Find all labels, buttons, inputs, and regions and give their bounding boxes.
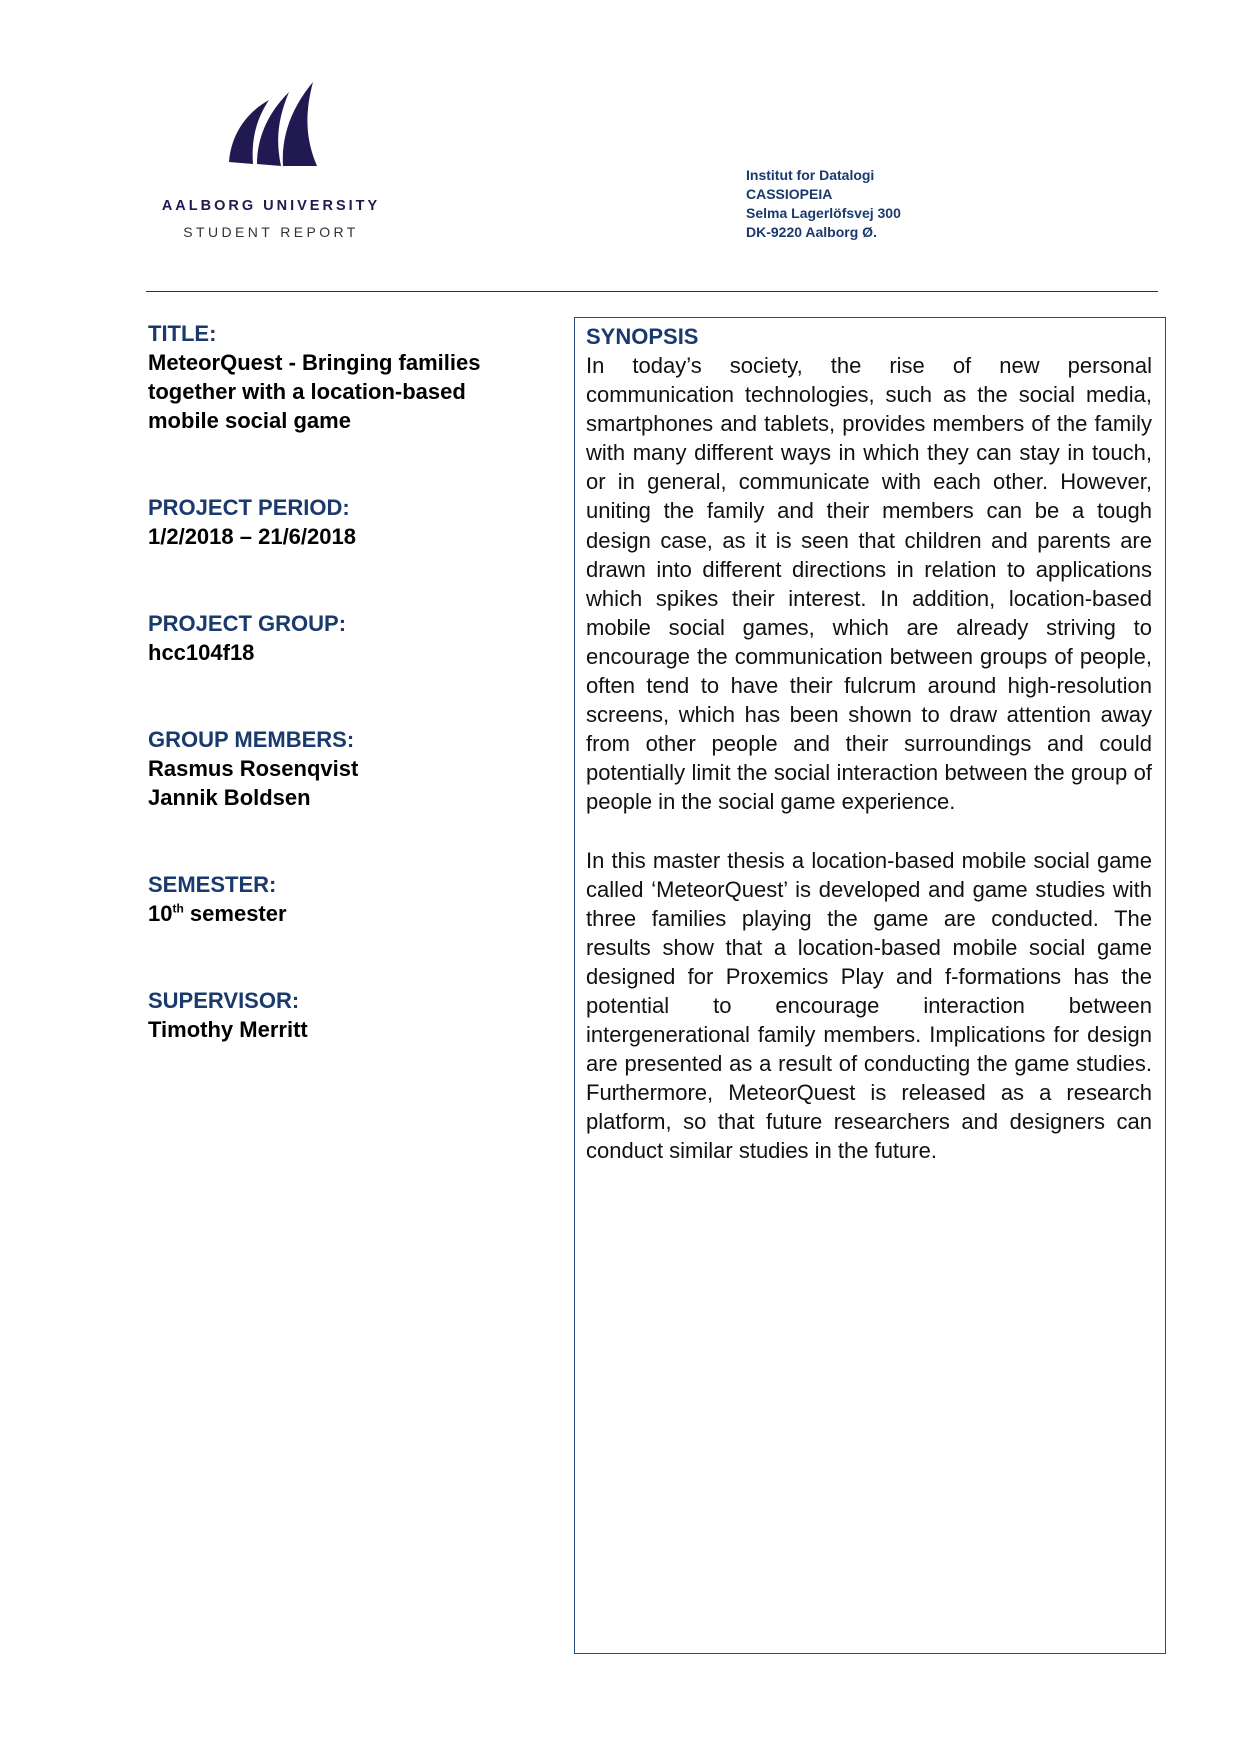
group-value: hcc104f18	[148, 640, 255, 665]
member-name: Jannik Boldsen	[148, 785, 311, 810]
semester-word: semester	[183, 901, 287, 926]
institute-address	[746, 166, 901, 242]
title-line: mobile social game	[148, 408, 351, 433]
header-divider	[146, 291, 1158, 292]
supervisor-label: SUPERVISOR:	[148, 988, 300, 1013]
synopsis-box	[574, 317, 1166, 1654]
semester-field	[148, 871, 548, 928]
member-name: Rasmus Rosenqvist	[148, 756, 359, 781]
report-type: STUDENT REPORT	[183, 224, 359, 240]
university-name: AALBORG UNIVERSITY	[161, 198, 381, 214]
title-label: TITLE:	[148, 321, 217, 346]
supervisor-field	[148, 987, 548, 1044]
members-field	[148, 726, 548, 812]
period-field	[148, 494, 548, 551]
group-label: PROJECT GROUP:	[148, 611, 347, 636]
synopsis-paragraph: In today’s society, the rise of new personal communication technologies, such as the social media, smartphones and tablets, provides members of the family with many different ways in which they can stay in touch, or in general, communicate with each other. However, uniting the family and their members can be a tough design case, as it is seen that children and parents are drawn into different directions in relation to applications which spikes their interest. In addition, location-based mobile social games, which are already striving to encourage the communication between groups of people, often tend to have their fulcrum around high-resolution screens, which has been shown to draw attention away from other people and their surroundings and could potentially limit the social interaction between the group of people in the social game experience.	[586, 353, 1152, 815]
title-line: MeteorQuest - Bringing families	[148, 350, 481, 375]
semester-suffix: th	[172, 901, 184, 916]
semester-number: 10	[148, 901, 173, 926]
period-value: 1/2/2018 – 21/6/2018	[148, 524, 356, 549]
synopsis-content	[586, 323, 1152, 1195]
semester-value	[148, 899, 548, 928]
semester-label: SEMESTER:	[148, 872, 277, 897]
university-logo	[146, 78, 396, 248]
period-label: PROJECT PERIOD:	[148, 495, 350, 520]
address-line: CASSIOPEIA	[746, 186, 833, 202]
title-line: together with a location-based	[148, 379, 466, 404]
project-info	[148, 320, 548, 1103]
address-line: DK-9220 Aalborg Ø.	[746, 224, 877, 240]
title-field	[148, 320, 548, 435]
address-line: Institut for Datalogi	[746, 167, 875, 183]
address-line: Selma Lagerlöfsvej 300	[746, 205, 901, 221]
members-label: GROUP MEMBERS:	[148, 727, 355, 752]
group-field	[148, 610, 548, 667]
synopsis-paragraph: In this master thesis a location-based mobile social game called ‘MeteorQuest’ is developed and game studies with three families playing the game are conducted. The results show that a location-based mobile social game designed for Proxemics Play and f-formations has the potential to encourage interaction between intergenerational family members. Implications for design are presented as a result of conducting the game studies. Furthermore, MeteorQuest is released as a research platform, so that future researchers and designers can conduct similar studies in the future.	[586, 847, 1152, 1164]
synopsis-heading: SYNOPSIS	[586, 324, 699, 349]
aalborg-waves-logo-icon	[221, 78, 331, 170]
supervisor-value: Timothy Merritt	[148, 1017, 308, 1042]
